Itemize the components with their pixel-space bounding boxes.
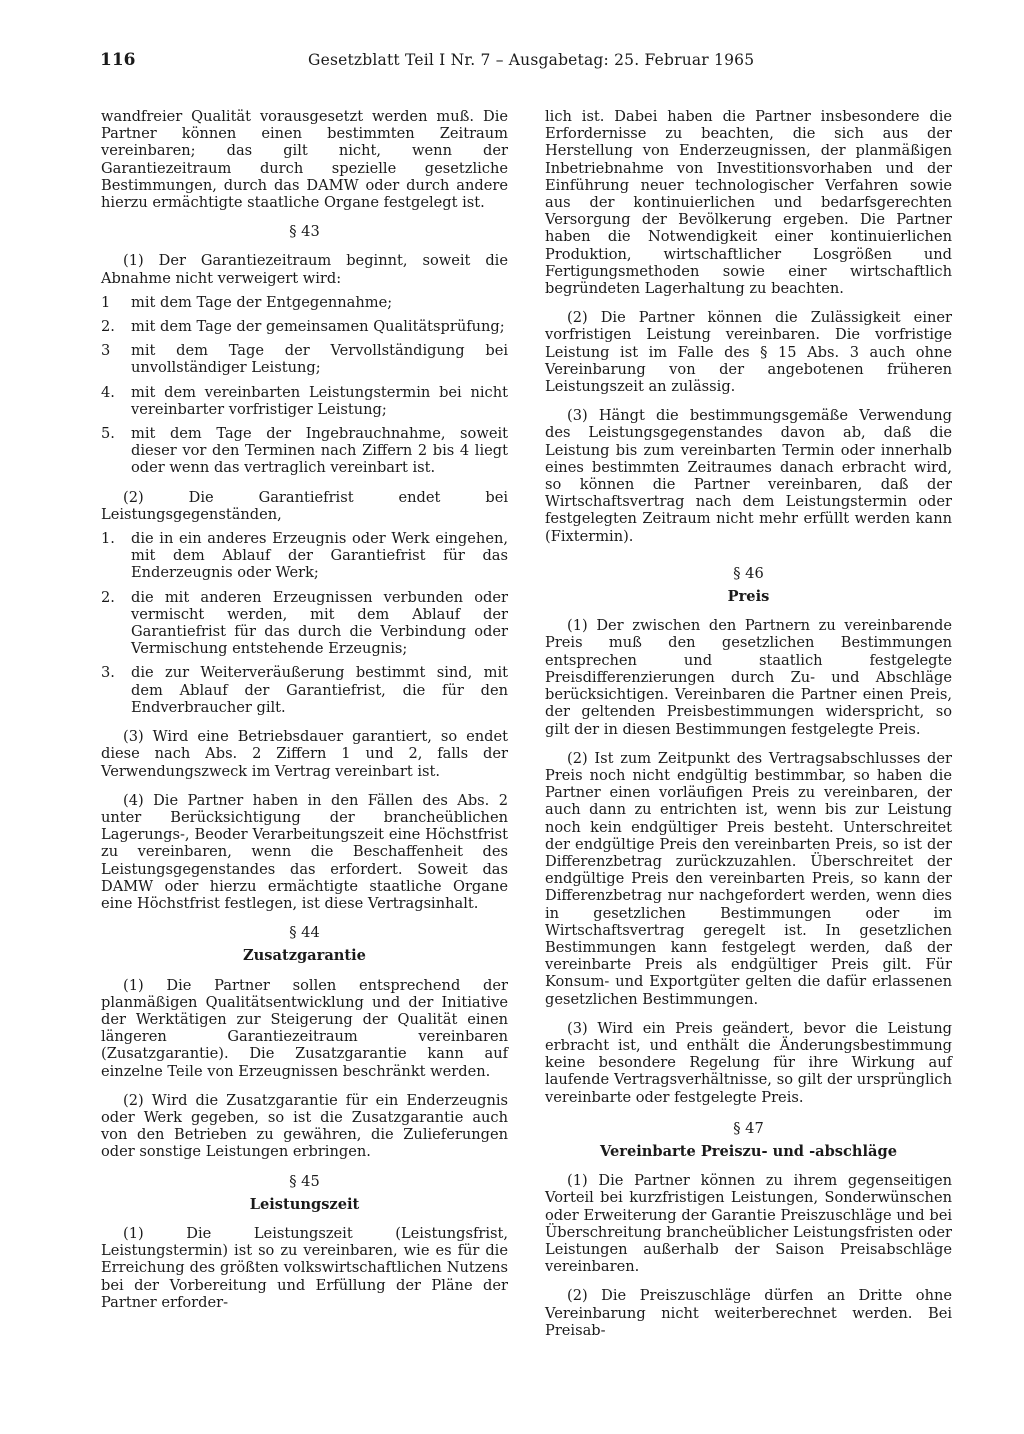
section-title-44: Zusatzgarantie <box>243 947 366 965</box>
item-number: 2. <box>101 588 115 606</box>
section-heading-46: § 46 <box>733 564 764 582</box>
page-number: 116 <box>100 50 136 70</box>
item-text: mit dem Tage der Vervollständigung bei unvollständiger Leistung; <box>131 342 508 377</box>
s43-para-4: (4) Die Partner haben in den Fällen des Abs. 2 unter Berücksichtigung der brancheüblichen Lagerungs-, Beoder Verarbeitungszeit eine Höchstfrist zu vereinbaren, wenn die Beschaffenheit des Leistungsgegenstandes das erfordert. Soweit das DAMW oder hierzu ermächtigte staatliche Organe eine Höchstfrist festlegen, ist diese Vertragsinhalt. <box>101 791 508 912</box>
list-item <box>101 530 508 582</box>
running-head: Gesetzblatt Teil I Nr. 7 – Ausgabetag: 25. Februar 1965 <box>308 51 755 69</box>
s45-para-3: (3) Hängt die bestimmungsgemäße Verwendung des Leistungsgegenstandes davon ab, daß die Leistung bis zum vereinbarten Termin oder innerhalb eines bestimmten Zeitraumes danach erbracht wird, so können die Partner vereinbaren, daß der Wirtschaftsvertrag nach dem Leistungstermin oder festgelegten Zeitraum nicht mehr erfüllt werden kann (Fixtermin). <box>545 407 952 545</box>
page-header <box>100 50 760 74</box>
item-text: die mit anderen Erzeugnissen verbunden oder vermischt werden, mit dem Ablauf der Garantiefrist für das durch die Verbindung oder Vermischung entstehende Erzeugnis; <box>131 588 508 658</box>
list-item <box>101 664 508 716</box>
left-column <box>101 108 508 1311</box>
section-heading-47: § 47 <box>733 1119 764 1137</box>
s45-para-2: (2) Die Partner können die Zulässigkeit einer vorfristigen Leistung vereinbaren. Die vorfristige Leistung ist im Falle des § 15 Abs. 3 auch ohne Vereinbarung von der angebotenen früheren Leistungszeit an zulässig. <box>545 309 952 396</box>
s46-para-1: (1) Der zwischen den Partnern zu vereinbarende Preis muß den gesetzlichen Bestimmungen entsprechen und staatlich festgelegte Preisdifferenzierungen durch Zu- und Abschläge berücksichtigen. Vereinbaren die Partner einen Preis, der geltenden Preisbestimmungen widerspricht, so gilt der in diesen Bestimmungen festgelegte Preis. <box>545 617 952 738</box>
list-item <box>101 342 508 376</box>
list-item <box>101 384 508 418</box>
s43-para-1-intro: (1) Der Garantiezeitraum beginnt, soweit die Abnahme nicht verweigert wird: <box>101 252 508 287</box>
list-item <box>101 318 508 335</box>
item-number: 5. <box>101 425 115 443</box>
item-text: mit dem vereinbarten Leistungstermin bei nicht vereinbarter vorfristiger Leistung; <box>131 383 508 418</box>
s45-para-1-end: lich ist. Dabei haben die Partner insbesondere die Erfordernisse zu beachten, die sich aus der Herstellung von Enderzeugnissen, der planmäßigen Inbetriebnahme von Investitionsvorhaben und der Einführung neuer technologischer Verfahren sowie aus der kontinuierlichen und bedarfsgerechten Versorgung der Bevölkerung ergeben. Die Partner haben die Notwendigkeit einer kontinuierlichen Produktion, wirtschaftlicher Losgrößen und Fertigungsmethoden sowie einer wirtschaftlich begründeten Lagerhaltung zu beachten. <box>545 108 952 298</box>
item-number: 4. <box>101 383 115 401</box>
s46-para-2: (2) Ist zum Zeitpunkt des Vertragsabschlusses der Preis noch nicht endgültig bestimmbar, so haben die Partner einen vorläufigen Preis zu vereinbaren, der auch dann zu entrichten ist, wenn bis zur Leistung noch kein endgültiger Preis besteht. Unterschreitet der endgültige Preis den vereinbarten Preis, so ist der Differenzbetrag zurückzuzahlen. Überschreitet der endgültige Preis den vereinbarten Preis, so kann der Differenzbetrag nur nachgefordert werden, wenn dies in gesetzlichen Bestimmungen oder im Wirtschaftsvertrag geregelt ist. In gesetzlichen Bestimmungen kann festgelegt werden, daß der vereinbarte Preis als endgültiger Preis gilt. Für Konsum- und Exportgüter gelten die dafür erlassenen gesetzlichen Bestimmungen. <box>545 749 952 1008</box>
s43-para-2-intro: (2) Die Garantiefrist endet bei Leistungsgegenständen, <box>101 488 508 523</box>
item-number: 1. <box>101 530 115 548</box>
list-item <box>101 294 508 311</box>
section-heading-44: § 44 <box>289 924 320 942</box>
continuation-paragraph: wandfreier Qualität vorausgesetzt werden muß. Die Partner können einen bestimmten Zeitraum vereinbaren; das gilt nicht, wenn der Garantiezeitraum durch spezielle gesetzliche Bestimmungen, durch das DAMW oder durch andere hierzu ermächtigte staatliche Organe festgelegt ist. <box>101 108 508 212</box>
s47-para-2-start: (2) Die Preiszuschläge dürfen an Dritte ohne Vereinbarung nicht weiterberechnet werden. Bei Preisab- <box>545 1287 952 1339</box>
s44-para-1: (1) Die Partner sollen entsprechend der planmäßigen Qualitätsentwicklung und der Initiative der Werktätigen zur Steigerung der Qualität einen längeren Garantiezeitraum vereinbaren (Zusatzgarantie). Die Zusatzgarantie kann auf einzelne Teile von Erzeugnissen beschränkt werden. <box>101 976 508 1080</box>
section-heading-45: § 45 <box>289 1172 320 1190</box>
s45-para-1-start: (1) Die Leistungszeit (Leistungsfrist, Leistungstermin) ist so zu vereinbaren, wie es für die Erreichung des größten volkswirtschaftlichen Nutzens bei der Vorbereitung und Erfüllung der Pläne der Partner erforder- <box>101 1224 508 1311</box>
s46-para-3: (3) Wird ein Preis geändert, bevor die Leistung erbracht ist, und enthält die Änderungsbestimmung keine besondere Regelung für ihre Wirkung auf laufende Vertragsverhältnisse, so gilt der ursprünglich vereinbarte oder festgelegte Preis. <box>545 1019 952 1106</box>
item-number: 3. <box>101 664 115 682</box>
s44-para-2: (2) Wird die Zusatzgarantie für ein Enderzeugnis oder Werk gegeben, so ist die Zusatzgarantie auch von den Betrieben zu gewähren, die Zulieferungen oder sonstige Leistungen erbringen. <box>101 1091 508 1161</box>
section-heading-43: § 43 <box>289 223 320 241</box>
item-number: 1 <box>101 293 111 311</box>
s47-para-1: (1) Die Partner können zu ihrem gegenseitigen Vorteil bei kurzfristigen Leistungen, Sonderwünschen oder Erweiterung der Garantie Preiszuschläge und bei Überschreitung brancheüblicher Leistungsfristen oder Leistungen außerhalb der Saison Preisabschläge vereinbaren. <box>545 1172 952 1276</box>
item-number: 2. <box>101 318 115 336</box>
item-number: 3 <box>101 342 111 360</box>
item-text: die zur Weiterveräußerung bestimmt sind, mit dem Ablauf der Garantiefrist, die für den Endverbraucher gilt. <box>131 664 508 716</box>
section-title-46: Preis <box>727 588 770 606</box>
s43-para-3: (3) Wird eine Betriebsdauer garantiert, so endet diese nach Abs. 2 Ziffern 1 und 2, falls der Verwendungszweck im Vertrag vereinbart ist. <box>101 728 508 780</box>
item-text: mit dem Tage der Entgegennahme; <box>131 293 393 311</box>
list-item <box>101 589 508 658</box>
item-text: mit dem Tage der Ingebrauchnahme, soweit dieser vor den Terminen nach Ziffern 2 bis 4 liegt oder wenn das vertraglich vereinbart ist. <box>131 425 508 477</box>
list-item <box>101 425 508 477</box>
item-text: mit dem Tage der gemeinsamen Qualitätsprüfung; <box>131 318 505 336</box>
item-text: die in ein anderes Erzeugnis oder Werk eingehen, mit dem Ablauf der Garantiefrist für das Enderzeugnis oder Werk; <box>131 530 508 582</box>
section-title-47: Vereinbarte Preiszu- und -abschläge <box>599 1142 898 1160</box>
right-column <box>545 108 952 1339</box>
section-title-45: Leistungszeit <box>249 1195 360 1213</box>
